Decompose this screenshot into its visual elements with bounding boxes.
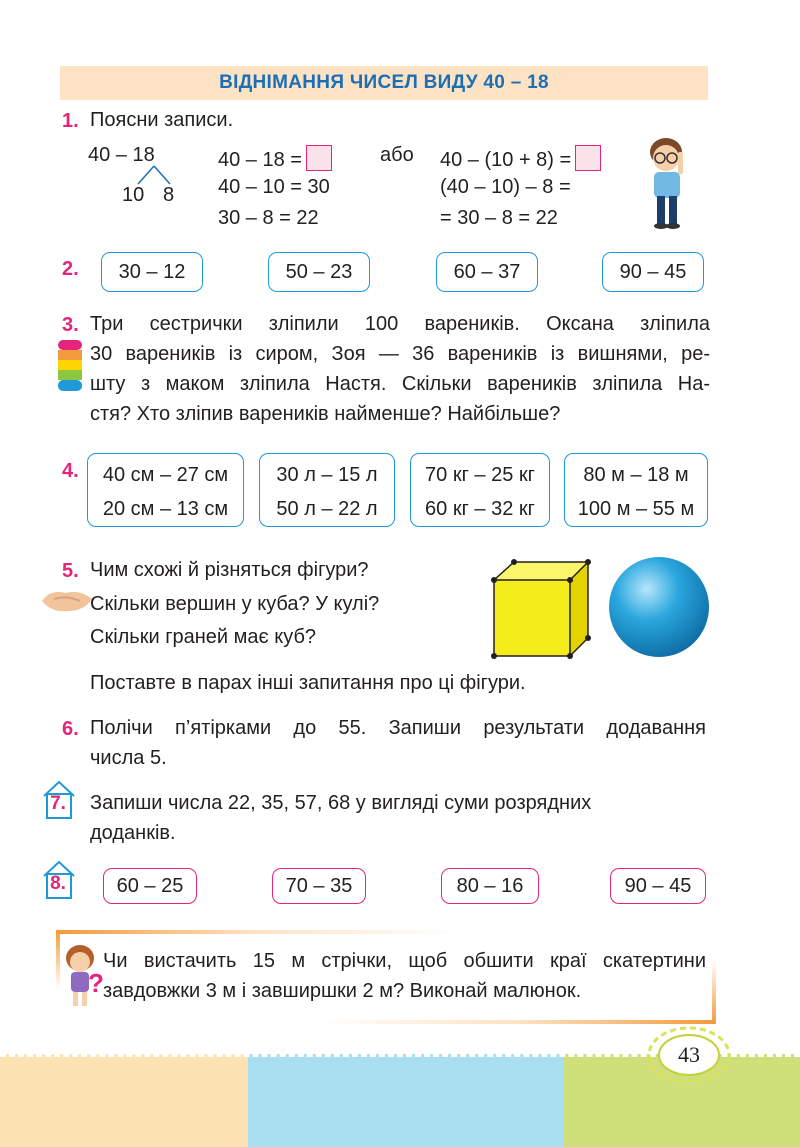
rainbow-marker-icon: [58, 340, 82, 392]
answer-box[interactable]: [575, 145, 601, 171]
expression: 80 м – 18 м: [583, 464, 689, 486]
task-8-number: 8.: [50, 873, 66, 894]
task-3-line: шту з маком зліпила Настя. Скільки вареників зліпила На-: [90, 373, 710, 395]
task-3-number: 3.: [62, 314, 79, 336]
or-word: або: [380, 144, 414, 166]
task-1-number: 1.: [62, 110, 79, 132]
split-part-2: 8: [163, 184, 175, 206]
task-6-number: 6.: [62, 718, 79, 740]
expression: 40 см – 27 см: [102, 464, 229, 486]
expression: 70 кг – 25 кг: [425, 464, 535, 486]
task-5-number: 5.: [62, 560, 79, 582]
handshake-icon: [40, 585, 94, 617]
puzzle-text: [103, 946, 706, 1006]
task-6-line: Полічи п’ятірками до 55. Запиши результати додавання: [90, 717, 706, 739]
puzzle-line: Чи вистачить 15 м стрічки, щоб обшити краї скатертини: [103, 950, 706, 972]
expression-card: 60 – 25: [103, 868, 197, 904]
expression-card: 90 – 45: [610, 868, 706, 904]
expression: 20 см – 13 см: [102, 498, 229, 520]
task-4-number: 4.: [62, 460, 79, 482]
expression-group: [87, 453, 244, 527]
answer-box[interactable]: [306, 145, 332, 171]
task-6-text: [90, 713, 706, 773]
task-1-prompt: Поясни записи.: [90, 109, 234, 131]
svg-text:?: ?: [88, 968, 104, 998]
task-3-line: 30 вареників із сиром, Зоя — 36 вареників із вишнями, ре-: [90, 343, 710, 365]
method-1-line-2: 40 – 10 = 30: [218, 176, 330, 198]
homework-house-icon: [42, 780, 80, 820]
split-lines: [136, 164, 176, 186]
expression-group: [564, 453, 708, 527]
page-number: 43: [678, 1042, 700, 1067]
task-7-line: доданків.: [90, 822, 176, 844]
expression-card: 50 – 23: [268, 252, 370, 292]
expression: 30 л – 15 л: [276, 464, 378, 486]
cube-figure: [488, 558, 592, 660]
method-2-line-1: 40 – (10 + 8) =: [440, 149, 572, 171]
method-1-line-3: 30 – 8 = 22: [218, 207, 319, 229]
sphere-figure: [608, 556, 710, 658]
footer-band-blue: [248, 1054, 564, 1147]
expression-card: 30 – 12: [101, 252, 203, 292]
footer-band-orange: [0, 1054, 248, 1147]
task-3-text: [90, 309, 710, 429]
girl-question-illustration: [62, 942, 102, 1010]
expression-card: 70 – 35: [272, 868, 366, 904]
task-3-line: стя? Хто зліпив вареників найменше? Найбільше?: [90, 403, 561, 425]
expression: 100 м – 55 м: [577, 498, 695, 520]
method-2-line-3: = 30 – 8 = 22: [440, 207, 558, 229]
method-2-line-2: (40 – 10) – 8 =: [440, 176, 571, 198]
task-7-line: Запиши числа 22, 35, 57, 68 у вигляді суми розрядних: [90, 792, 592, 814]
task-5-line: Чим схожі й різняться фігури?: [90, 559, 369, 581]
expression-group: [259, 453, 395, 527]
task-3-line: Три сестрички зліпили 100 вареників. Оксана зліпила: [90, 313, 710, 335]
task-6-line: числа 5.: [90, 747, 167, 769]
method-1-line-1: 40 – 18 =: [218, 149, 302, 171]
task-5-line: Скільки граней має куб?: [90, 626, 317, 648]
task-7-text: [90, 788, 710, 848]
expression-card: 60 – 37: [436, 252, 538, 292]
expression-card: 80 – 16: [441, 868, 539, 904]
expression-group: [410, 453, 550, 527]
expression: 60 кг – 32 кг: [425, 498, 535, 520]
page-title: ВІДНІМАННЯ ЧИСЕЛ ВИДУ 40 – 18: [60, 66, 708, 100]
split-part-1: 10: [122, 184, 145, 206]
task-5-pair-line: Поставте в парах інші запитання про ці фігури.: [90, 672, 526, 694]
split-expression: 40 – 18: [88, 144, 155, 166]
homework-house-icon: [42, 860, 80, 900]
expression: 50 л – 22 л: [276, 498, 378, 520]
puzzle-line: завдовжки 3 м і завширшки 2 м? Виконай малюнок.: [103, 980, 582, 1002]
task-7-number: 7.: [50, 793, 66, 814]
boy-illustration: [640, 132, 700, 232]
task-5-line: Скільки вершин у куба? У кулі?: [90, 593, 380, 615]
expression-card: 90 – 45: [602, 252, 704, 292]
task-2-number: 2.: [62, 258, 79, 280]
